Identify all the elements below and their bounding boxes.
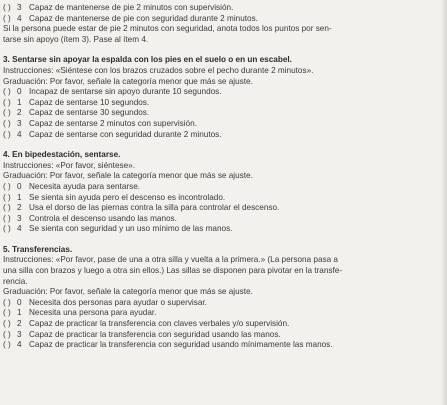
option-number: 3 — [17, 329, 22, 339]
option-number: 0 — [17, 181, 22, 191]
option-text: Necesita ayuda para sentarse. — [29, 181, 141, 191]
option-text: Capaz de mantenerse de pie con seguridad durante 2 minutos. — [29, 13, 258, 23]
option-checkbox: ( ) — [3, 97, 11, 107]
option-checkbox: ( ) — [3, 297, 11, 307]
option-text: Controla el descenso usando las manos. — [29, 213, 177, 223]
note-line: tarse sin apoyo (ítem 3). Pase al ítem 4. — [3, 34, 149, 44]
option-text: Capaz de practicar la transferencia con seguridad usando mínimamente las manos. — [29, 340, 333, 350]
option-checkbox: ( ) — [3, 203, 11, 213]
instructions-line: una silla con brazos y luego a otra sin ellos.) Las sillas se disponen para pivotar en la transfe- — [3, 266, 343, 276]
option-checkbox: ( ) — [3, 108, 11, 118]
option-number: 4 — [17, 13, 22, 23]
option-checkbox: ( ) — [3, 181, 11, 191]
option-number: 4 — [17, 224, 22, 234]
option-row — [3, 214, 441, 225]
instructions-line: Instrucciones: «Siéntese con los brazos cruzados sobre el pecho durante 2 minutos». — [3, 65, 314, 75]
option-text: Capaz de sentarse 30 segundos. — [29, 108, 150, 118]
option-text: Necesita dos personas para ayudar o supervisar. — [29, 297, 207, 307]
section-title: 5. Transferencias. — [3, 244, 73, 254]
option-number: 3 — [17, 3, 22, 12]
option-row — [3, 182, 441, 193]
option-number: 3 — [17, 118, 22, 128]
option-text: Necesita una persona para ayudar. — [29, 308, 157, 318]
section-title: 3. Sentarse sin apoyar la espalda con los pies en el suelo o en un escabel. — [3, 55, 292, 65]
option-text: Capaz de mantenerse de pie 2 minutos con supervisión. — [29, 3, 234, 12]
option-row — [3, 130, 441, 141]
option-text: Capaz de practicar la transferencia con seguridad usando las manos. — [29, 329, 281, 339]
option-checkbox: ( ) — [3, 224, 11, 234]
option-row — [3, 203, 441, 214]
option-checkbox: ( ) — [3, 118, 11, 128]
option-text: Usa el dorso de las piernas contra la silla para controlar el descenso. — [29, 203, 280, 213]
section-item-5 — [3, 245, 441, 351]
option-number: 1 — [17, 192, 22, 202]
option-row — [3, 108, 441, 119]
option-row — [3, 319, 441, 330]
grading-line: Graduación: Por favor, señale la categoría menor que más se ajuste. — [3, 171, 253, 181]
page-edge-shadow — [441, 0, 447, 405]
option-row — [3, 3, 441, 14]
option-row — [3, 87, 441, 98]
option-text: Capaz de sentarse 2 minutos con supervisión. — [29, 118, 197, 128]
option-text: Capaz de sentarse 10 segundos. — [29, 97, 150, 107]
option-row — [3, 119, 441, 130]
option-row — [3, 14, 441, 25]
instructions-line: Instrucciones: «Por favor, pase de una a otra silla y vuelta a la primera.» (La persona pasa a — [3, 255, 338, 265]
option-number: 0 — [17, 87, 22, 97]
option-text: Capaz de practicar la transferencia con claves verbales y/o supervisión. — [29, 319, 290, 329]
option-number: 4 — [17, 129, 22, 139]
option-text: Incapaz de sentarse sin apoyo durante 10 segundos. — [29, 87, 222, 97]
option-row — [3, 98, 441, 109]
option-number: 0 — [17, 297, 22, 307]
grading-line: Graduación: Por favor, señale la categoría menor que más se ajuste. — [3, 76, 253, 86]
note-line: Si la persona puede estar de pie 2 minutos con seguridad, anota todos los puntos por sen- — [3, 24, 332, 34]
option-checkbox: ( ) — [3, 308, 11, 318]
option-number: 2 — [17, 108, 22, 118]
option-row — [3, 340, 441, 351]
instructions-line: Instrucciones: «Por favor, siéntese». — [3, 160, 135, 170]
option-number: 3 — [17, 213, 22, 223]
option-text: Capaz de sentarse con seguridad durante 2 minutos. — [29, 129, 222, 139]
option-checkbox: ( ) — [3, 87, 11, 97]
grading-line: Graduación: Por favor, señale la categoría menor que más se ajuste. — [3, 287, 253, 297]
option-number: 4 — [17, 340, 22, 350]
option-number: 2 — [17, 319, 22, 329]
section-item-4 — [3, 150, 441, 235]
instructions-line: rencia. — [3, 276, 28, 286]
option-row — [3, 308, 441, 319]
section-title: 4. En bipedestación, sentarse. — [3, 150, 121, 160]
option-checkbox: ( ) — [3, 192, 11, 202]
option-row — [3, 224, 441, 235]
option-checkbox: ( ) — [3, 319, 11, 329]
option-checkbox: ( ) — [3, 129, 11, 139]
section-item-3 — [3, 55, 441, 140]
option-row — [3, 193, 441, 204]
option-text: Se sienta sin ayuda pero el descenso es incontrolado. — [29, 192, 226, 202]
option-text: Se sienta con seguridad y un uso mínimo de las manos. — [29, 224, 233, 234]
option-checkbox: ( ) — [3, 340, 11, 350]
option-number: 2 — [17, 203, 22, 213]
option-checkbox: ( ) — [3, 13, 11, 23]
option-checkbox: ( ) — [3, 213, 11, 223]
option-number: 1 — [17, 97, 22, 107]
option-row — [3, 298, 441, 309]
option-checkbox: ( ) — [3, 329, 11, 339]
option-row — [3, 330, 441, 341]
option-number: 1 — [17, 308, 22, 318]
option-checkbox: ( ) — [3, 3, 11, 12]
